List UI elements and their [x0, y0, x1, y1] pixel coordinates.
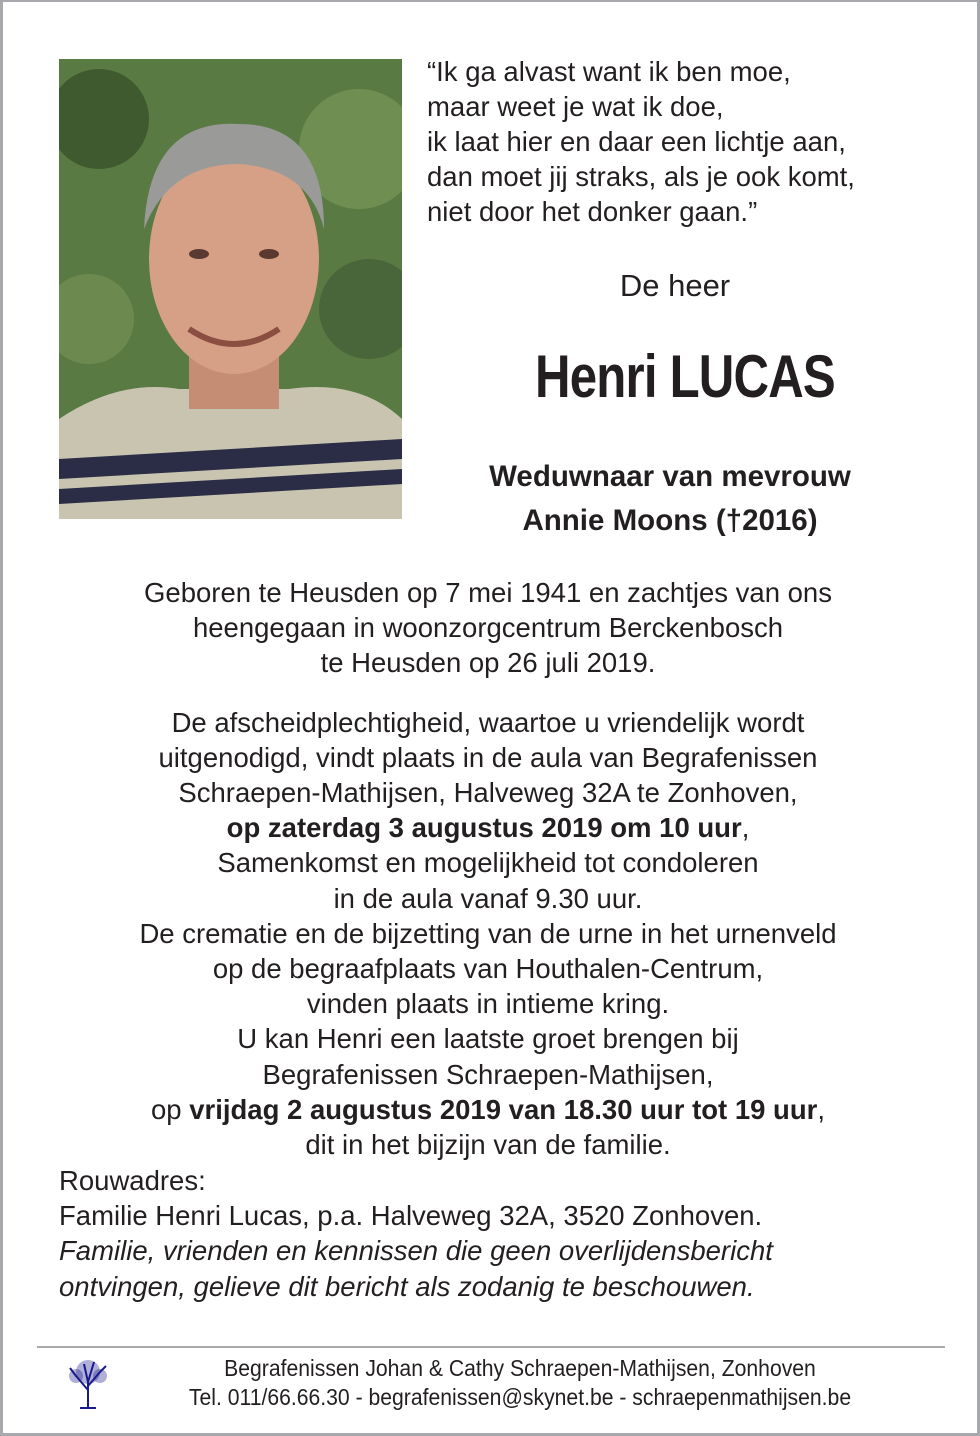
- quote-line: ik laat hier en daar een lichtje aan,: [427, 126, 846, 157]
- address-line: Familie Henri Lucas, p.a. Halveweg 32A, 3520 Zonhoven.: [59, 1200, 763, 1232]
- ceremony-line: Begrafenissen Schraepen-Mathijsen,: [262, 1058, 714, 1090]
- ceremony-line: dit in het bijzijn van de familie.: [305, 1129, 671, 1161]
- address-label: Rouwadres:: [59, 1165, 206, 1196]
- birth-line: Geboren te Heusden op 7 mei 1941 en zachtjes van ons: [144, 577, 832, 608]
- prefix: op: [150, 1093, 190, 1125]
- footer-contact: Tel. 011/66.66.30 - begrafenissen@skynet.be - schraepenmathijsen.be: [188, 1384, 852, 1410]
- widower-info: [420, 455, 920, 543]
- ceremony-line: Samenkomst en mogelijkheid tot condoleren: [217, 847, 759, 879]
- address-note: Familie, vrienden en kennissen die geen overlijdensbericht: [59, 1235, 773, 1267]
- ceremony-line: U kan Henri een laatste groet brengen bij: [237, 1023, 739, 1055]
- tree-logo-icon: [64, 1354, 112, 1410]
- quote-line: “Ik ga alvast want ik ben moe,: [427, 56, 791, 87]
- ceremony-line: uitgenodigd, vindt plaats in de aula van Begrafenissen: [158, 741, 818, 773]
- quote-line: maar weet je wat ik doe,: [427, 91, 724, 122]
- punct: ,: [741, 812, 750, 844]
- footer-divider: [37, 1346, 945, 1348]
- honorific: De heer: [619, 268, 731, 303]
- portrait-photo: [59, 59, 402, 519]
- ceremony-line: De afscheidplechtigheid, waartoe u vriendelijk wordt: [171, 706, 805, 738]
- funeral-home-footer: [134, 1354, 907, 1412]
- address-note: ontvingen, gelieve dit bericht als zodanig te beschouwen.: [59, 1270, 755, 1302]
- quote: [427, 54, 855, 229]
- ceremony-line: De crematie en de bijzetting van de urne in het urnenveld: [139, 917, 837, 949]
- footer-line: Begrafenissen Johan & Cathy Schraepen-Mathijsen, Zonhoven: [224, 1355, 816, 1381]
- birth-line: heengegaan in woonzorgcentrum Berckenbosch: [192, 612, 784, 644]
- announcement-body: [40, 575, 936, 1162]
- ceremony-line: Schraepen-Mathijsen, Halveweg 32A te Zonhoven,: [178, 777, 798, 809]
- visitation-date-line: [40, 1092, 936, 1127]
- quote-line: niet door het donker gaan.”: [427, 196, 758, 227]
- ceremony-date: op zaterdag 3 augustus 2019 om 10 uur: [226, 812, 742, 844]
- quote-line: dan moet jij straks, als je ook komt,: [427, 161, 855, 192]
- widow-line: Weduwnaar van mevrouw: [489, 460, 851, 493]
- deceased-name: Henri LUCAS: [535, 343, 835, 410]
- widow-line: Annie Moons (†2016): [522, 504, 818, 537]
- ceremony-line: op de begraafplaats van Houthalen-Centrum,: [212, 953, 764, 985]
- ceremony-line: in de aula vanaf 9.30 uur.: [333, 882, 643, 914]
- mourning-address: [59, 1163, 773, 1304]
- birth-line: te Heusden op 26 juli 2019.: [320, 647, 656, 679]
- ceremony-date-line: [40, 810, 936, 845]
- visitation-date: vrijdag 2 augustus 2019 van 18.30 uur tot 19 uur: [189, 1093, 818, 1125]
- punct: ,: [817, 1093, 825, 1125]
- ceremony-line: vinden plaats in intieme kring.: [306, 988, 670, 1020]
